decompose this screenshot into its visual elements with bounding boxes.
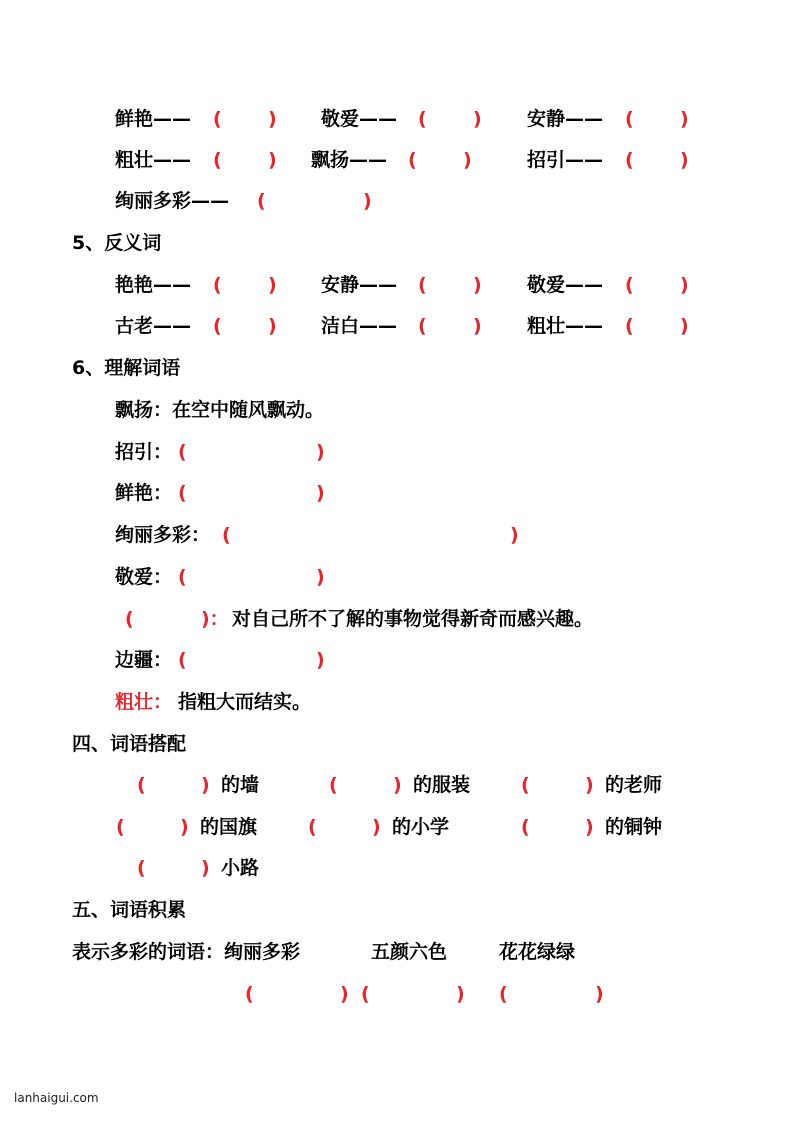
colorful-words-label: 表示多彩的词语：绚丽多彩 bbox=[72, 941, 301, 963]
blank-close: ) bbox=[340, 983, 349, 1005]
blank-open: ( bbox=[625, 108, 634, 130]
blank-close: ) bbox=[268, 315, 277, 337]
colorful-word-3: 花花绿绿 bbox=[499, 941, 576, 963]
blank-open: ( bbox=[625, 315, 634, 337]
syn-word-6: 招引—— bbox=[527, 149, 604, 171]
word-cuzhuang: 粗壮： bbox=[115, 691, 173, 713]
footer-site: lanhaigui.com bbox=[14, 1091, 99, 1105]
syn-word-5: 飘扬—— bbox=[311, 149, 388, 171]
word-jingai: 敬爱： bbox=[115, 566, 173, 588]
blank-close: ) bbox=[456, 983, 465, 1005]
ant-word-5: 洁白—— bbox=[321, 315, 398, 337]
blank-close-colon: )： bbox=[201, 608, 229, 630]
blank-close: ) bbox=[268, 149, 277, 171]
blank-close: ) bbox=[463, 149, 472, 171]
blank-close: ) bbox=[473, 108, 482, 130]
blank-close: ) bbox=[510, 524, 519, 546]
syn-word-1: 鲜艳—— bbox=[115, 108, 192, 130]
ant-word-4: 古老—— bbox=[115, 315, 192, 337]
blank-close: ) bbox=[473, 274, 482, 296]
blank-open: ( bbox=[213, 108, 222, 130]
blank-close: ) bbox=[680, 149, 689, 171]
blank-open: ( bbox=[521, 774, 530, 796]
blank-open: ( bbox=[329, 774, 338, 796]
blank-close: ) bbox=[316, 566, 325, 588]
blank-close: ) bbox=[680, 274, 689, 296]
colorful-word-2: 五颜六色 bbox=[371, 941, 448, 963]
syn-word-3: 安静—— bbox=[527, 108, 604, 130]
word-xuanli: 绚丽多彩： bbox=[115, 524, 211, 546]
blank-open: ( bbox=[213, 274, 222, 296]
blank-close: ) bbox=[201, 774, 210, 796]
blank-open: ( bbox=[418, 274, 427, 296]
blank-open: ( bbox=[178, 566, 187, 588]
word-bianjiang: 边疆： bbox=[115, 649, 173, 671]
blank-open: ( bbox=[308, 816, 317, 838]
collocation-item: 的服装 bbox=[413, 774, 471, 796]
syn-word-4: 粗壮—— bbox=[115, 149, 192, 171]
blank-open: ( bbox=[178, 482, 187, 504]
blank-close: ) bbox=[585, 816, 594, 838]
def-cuzhuang: 指粗大而结实。 bbox=[178, 691, 312, 713]
blank-close: ) bbox=[316, 482, 325, 504]
collocation-item: 小路 bbox=[221, 857, 260, 879]
word-zhaoyin: 招引： bbox=[115, 441, 173, 463]
syn-word-2: 敬爱—— bbox=[321, 108, 398, 130]
blank-open: ( bbox=[137, 774, 146, 796]
blank-close: ) bbox=[180, 816, 189, 838]
word-xianyan: 鲜艳： bbox=[115, 482, 173, 504]
collocation-item: 的铜钟 bbox=[605, 816, 663, 838]
blank-close: ) bbox=[393, 774, 402, 796]
blank-open: ( bbox=[521, 816, 530, 838]
blank-open: ( bbox=[257, 190, 266, 212]
collocation-item: 的国旗 bbox=[200, 816, 258, 838]
ant-word-2: 安静—— bbox=[321, 274, 398, 296]
blank-open: ( bbox=[499, 983, 508, 1005]
blank-open: ( bbox=[245, 983, 254, 1005]
section-title-understanding: 6、理解词语 bbox=[72, 357, 181, 379]
blank-open: ( bbox=[213, 315, 222, 337]
blank-close: ) bbox=[473, 315, 482, 337]
blank-open: ( bbox=[222, 524, 231, 546]
blank-open: ( bbox=[137, 857, 146, 879]
blank-close: ) bbox=[372, 816, 381, 838]
collocation-item: 的老师 bbox=[605, 774, 663, 796]
blank-close: ) bbox=[680, 315, 689, 337]
blank-open: ( bbox=[178, 649, 187, 671]
blank-open: ( bbox=[361, 983, 370, 1005]
blank-close: ) bbox=[268, 108, 277, 130]
section-title-accumulation: 五、词语积累 bbox=[72, 899, 187, 921]
section-title-collocation: 四、词语搭配 bbox=[72, 733, 187, 755]
collocation-item: 的小学 bbox=[392, 816, 450, 838]
section-title-antonyms: 5、反义词 bbox=[72, 232, 162, 254]
blank-open: ( bbox=[418, 108, 427, 130]
blank-open: ( bbox=[116, 816, 125, 838]
blank-close: ) bbox=[363, 190, 372, 212]
blank-close: ) bbox=[585, 774, 594, 796]
blank-open: ( bbox=[213, 149, 222, 171]
blank-close: ) bbox=[201, 857, 210, 879]
blank-close: ) bbox=[268, 274, 277, 296]
syn-word-7: 绚丽多彩—— bbox=[115, 190, 230, 212]
blank-open: ( bbox=[625, 149, 634, 171]
ant-word-6: 粗壮—— bbox=[527, 315, 604, 337]
def-curious: 对自己所不了解的事物觉得新奇而感兴趣。 bbox=[232, 608, 594, 630]
blank-close: ) bbox=[316, 441, 325, 463]
blank-close: ) bbox=[316, 649, 325, 671]
blank-close: ) bbox=[680, 108, 689, 130]
ant-word-1: 艳艳—— bbox=[115, 274, 192, 296]
blank-open: ( bbox=[125, 608, 134, 630]
ant-word-3: 敬爱—— bbox=[527, 274, 604, 296]
def-piaoyang: 飘扬：在空中随风飘动。 bbox=[115, 399, 325, 421]
blank-open: ( bbox=[625, 274, 634, 296]
blank-open: ( bbox=[418, 315, 427, 337]
blank-open: ( bbox=[408, 149, 417, 171]
collocation-item: 的墙 bbox=[221, 774, 260, 796]
blank-open: ( bbox=[178, 441, 187, 463]
blank-close: ) bbox=[595, 983, 604, 1005]
